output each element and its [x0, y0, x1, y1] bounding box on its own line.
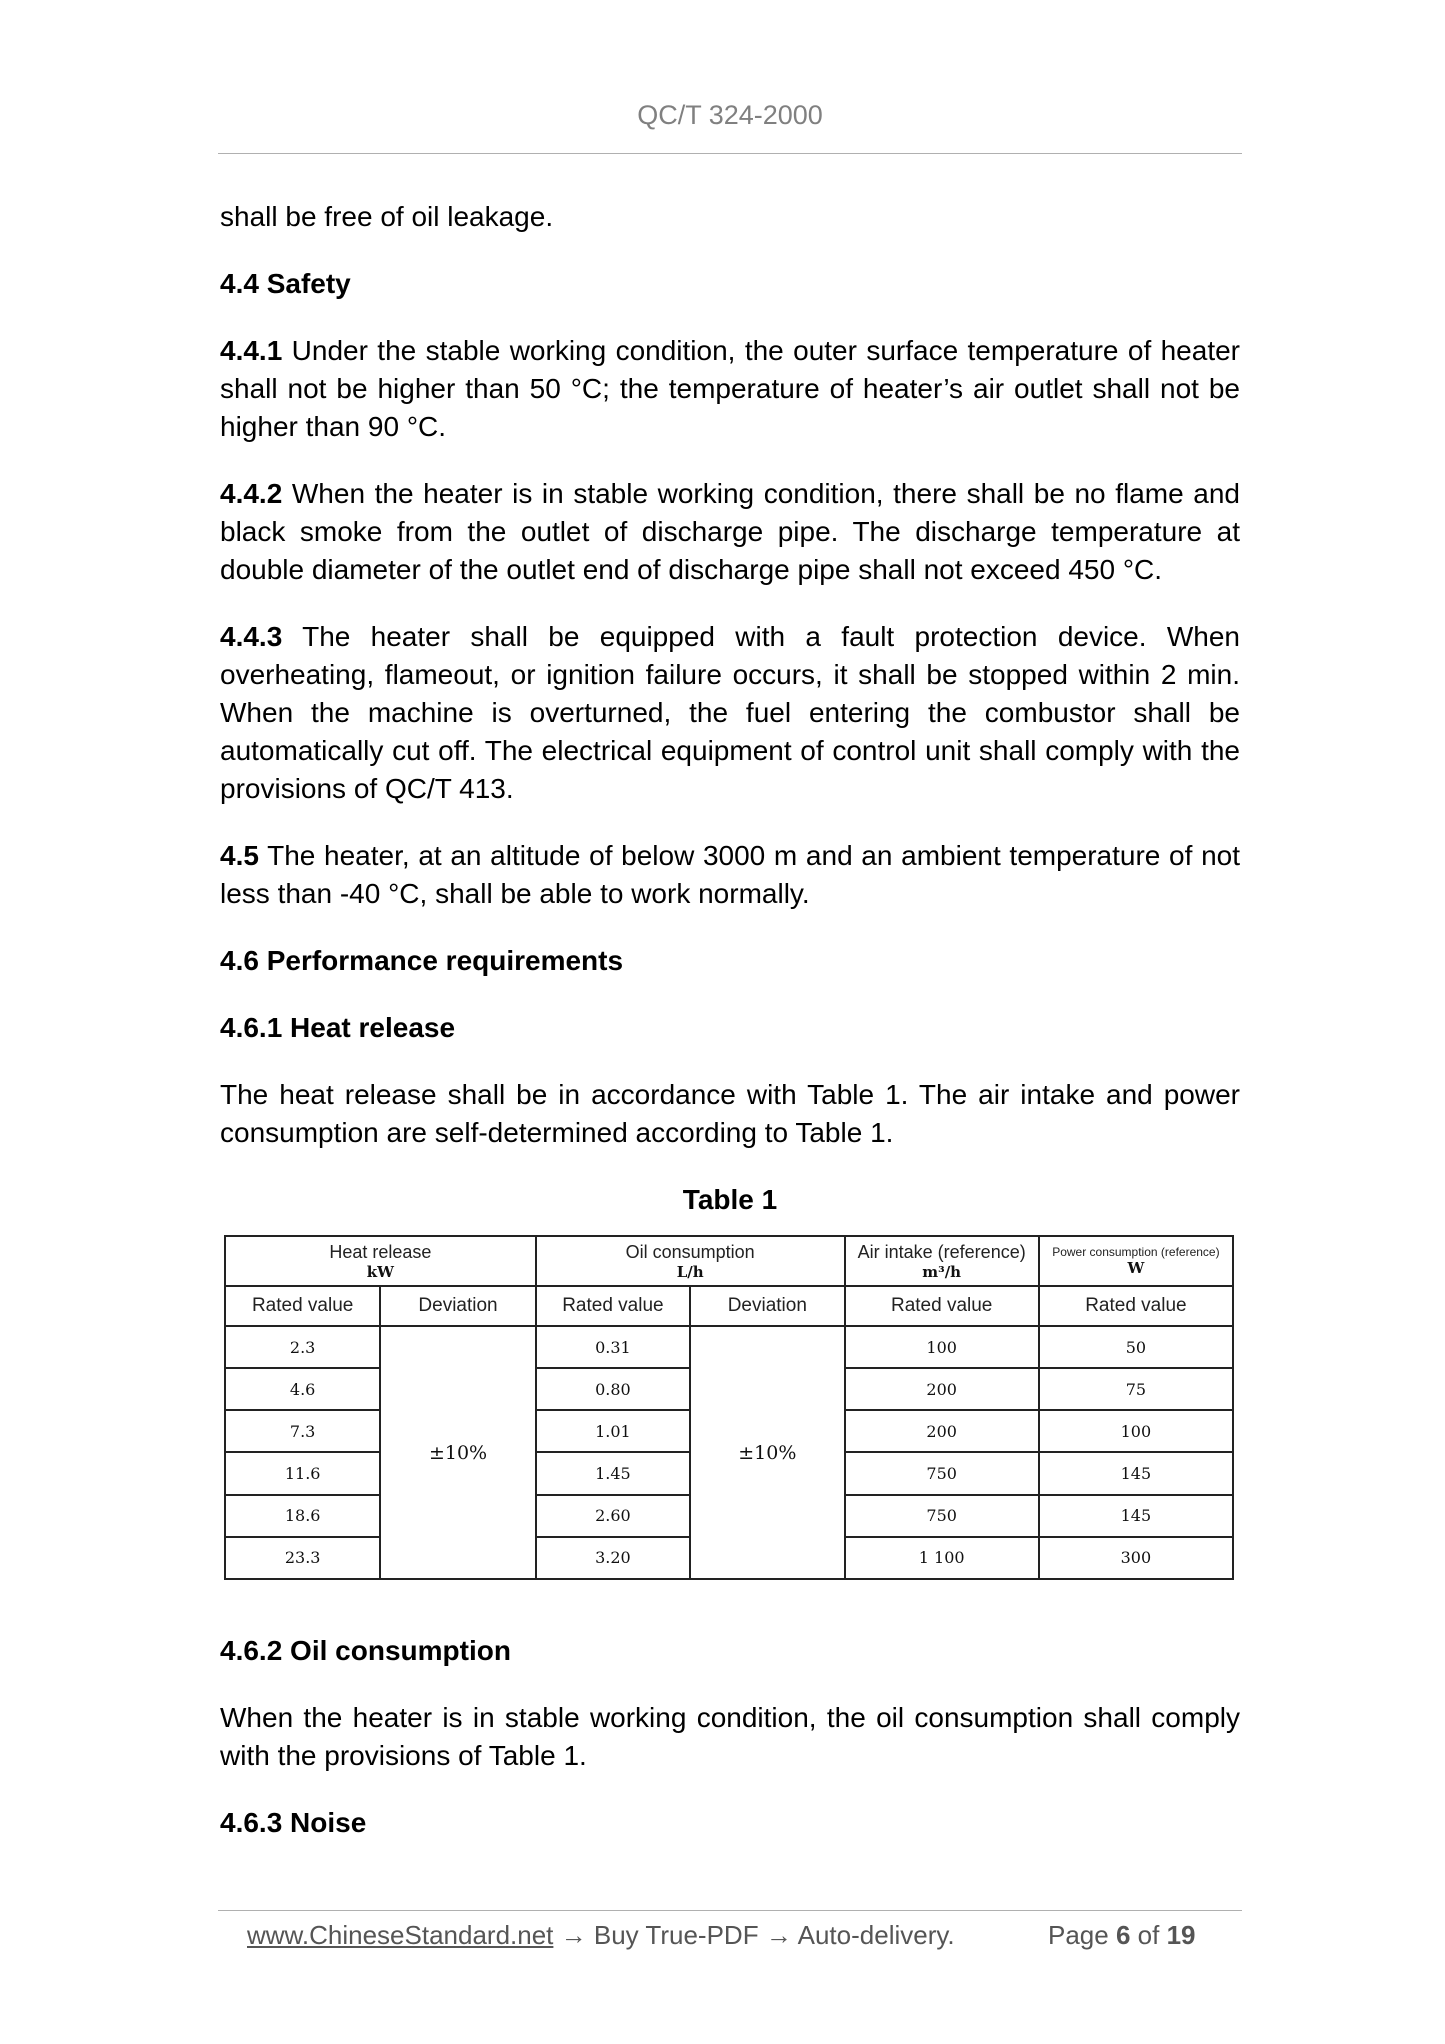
- clause-text: The heater, at an altitude of below 3000 m and an ambient temperature of not less than -40 °C, shall be able to work normally.: [220, 840, 1240, 909]
- header-unit: L/h: [676, 1262, 704, 1281]
- cell-oil: 3.20: [536, 1537, 690, 1579]
- clause-text: Under the stable working condition, the outer surface temperature of heater shall not be higher than 50 °C; the temperature of heater’s air outlet shall not be higher than 90 °C.: [220, 335, 1240, 442]
- cell-air: 200: [845, 1410, 1039, 1452]
- table-1-grid: [224, 1235, 1234, 1580]
- cell-power: 100: [1039, 1410, 1233, 1452]
- footer-website-link[interactable]: www.ChineseStandard.net: [247, 1920, 554, 1950]
- cell-oil: 0.80: [536, 1368, 690, 1410]
- header-heat-release: [225, 1236, 536, 1286]
- paragraph-4-4-2: [220, 475, 1240, 589]
- page-counter: [1048, 1920, 1196, 1951]
- clause-number: 4.4.2: [220, 478, 283, 509]
- page-total: 19: [1166, 1920, 1196, 1950]
- subheader-rated-value: Rated value: [536, 1286, 690, 1326]
- cell-air: 1 100: [845, 1537, 1039, 1579]
- cell-air: 750: [845, 1495, 1039, 1537]
- table-caption: Table 1: [682, 1184, 778, 1215]
- page-number: 6: [1115, 1920, 1131, 1950]
- cell-heat: 4.6: [225, 1368, 380, 1410]
- cell-heat: 18.6: [225, 1495, 380, 1537]
- subheader-rated-value: Rated value: [225, 1286, 380, 1326]
- heading-4-6-3: 4.6.3 Noise: [220, 1807, 367, 1838]
- footer-promo: [247, 1920, 955, 1951]
- subheader-rated-value: Rated value: [845, 1286, 1039, 1326]
- header-unit: kW: [366, 1262, 394, 1281]
- clause-number: 4.5: [220, 840, 259, 871]
- cell-power: 300: [1039, 1537, 1233, 1579]
- heading-4-4: 4.4 Safety: [220, 268, 351, 299]
- header-oil-consumption: [536, 1236, 845, 1286]
- paragraph-4-5: [220, 837, 1240, 913]
- cell-power: 75: [1039, 1368, 1233, 1410]
- of-label: of: [1137, 1920, 1160, 1950]
- heading-4-6-2: 4.6.2 Oil consumption: [220, 1635, 511, 1666]
- cell-air: 200: [845, 1368, 1039, 1410]
- cell-oil: 0.31: [536, 1326, 690, 1368]
- paragraph-4-6-1: The heat release shall be in accordance with Table 1. The air intake and power consumption are self-determined according to Table 1.: [220, 1079, 1240, 1148]
- heading-4-6: 4.6 Performance requirements: [220, 945, 624, 976]
- cell-heat: 7.3: [225, 1410, 380, 1452]
- header-label: Oil consumption: [625, 1241, 755, 1262]
- cell-oil: 1.45: [536, 1452, 690, 1494]
- cell-power: 145: [1039, 1452, 1233, 1494]
- header-label: Heat release: [329, 1241, 432, 1262]
- cell-air: 750: [845, 1452, 1039, 1494]
- clause-number: 4.4.3: [220, 621, 283, 652]
- arrow-icon: →: [765, 1920, 792, 1950]
- header-air-intake: [845, 1236, 1039, 1286]
- cell-air: 100: [845, 1326, 1039, 1368]
- cell-heat-deviation: ±10%: [380, 1326, 535, 1579]
- clause-text: The heater shall be equipped with a fault protection device. When overheating, flameout, or ignition failure occurs, it shall be stopped within 2 min. When the machine is overturned, the fuel entering the combustor shall be automatically cut off. The electrical equipment of control unit shall comply with the provisions of QC/T 413.: [220, 621, 1240, 804]
- cell-heat: 2.3: [225, 1326, 380, 1368]
- header-label: Power consumption (reference): [1052, 1245, 1220, 1259]
- clause-text: When the heater is in stable working condition, there shall be no flame and black smoke from the outlet of discharge pipe. The discharge temperature at double diameter of the outlet end of discharge pipe shall not exceed 450 °C.: [220, 478, 1240, 585]
- footer-auto-text: Auto-delivery.: [797, 1920, 955, 1950]
- cell-heat: 11.6: [225, 1452, 380, 1494]
- page-label: Page: [1048, 1920, 1109, 1950]
- subheader-deviation: Deviation: [380, 1286, 535, 1326]
- cell-oil: 2.60: [536, 1495, 690, 1537]
- table-1: [224, 1235, 1234, 1580]
- subheader-deviation: Deviation: [690, 1286, 844, 1326]
- page-body: [220, 198, 1240, 1871]
- header-unit: W: [1127, 1259, 1145, 1277]
- subheader-rated-value: Rated value: [1039, 1286, 1233, 1326]
- arrow-icon: →: [560, 1920, 587, 1950]
- cell-heat: 23.3: [225, 1537, 380, 1579]
- header-power-consumption: [1039, 1236, 1233, 1286]
- footer-rule: [218, 1910, 1242, 1911]
- header-label: Air intake (reference): [857, 1241, 1026, 1262]
- cell-oil-deviation: ±10%: [690, 1326, 844, 1579]
- header-unit: m³/h: [922, 1262, 962, 1281]
- heading-4-6-1: 4.6.1 Heat release: [220, 1012, 456, 1043]
- running-header: QC/T 324-2000: [637, 100, 823, 130]
- paragraph-intro: shall be free of oil leakage.: [220, 201, 554, 232]
- cell-power: 145: [1039, 1495, 1233, 1537]
- paragraph-4-4-1: [220, 332, 1240, 446]
- paragraph-4-6-2: When the heater is in stable working condition, the oil consumption shall comply with the provisions of Table 1.: [220, 1702, 1240, 1771]
- cell-power: 50: [1039, 1326, 1233, 1368]
- header-rule: [218, 153, 1242, 154]
- footer-buy-text: Buy True-PDF: [593, 1920, 759, 1950]
- clause-number: 4.4.1: [220, 335, 283, 366]
- cell-oil: 1.01: [536, 1410, 690, 1452]
- paragraph-4-4-3: [220, 618, 1240, 808]
